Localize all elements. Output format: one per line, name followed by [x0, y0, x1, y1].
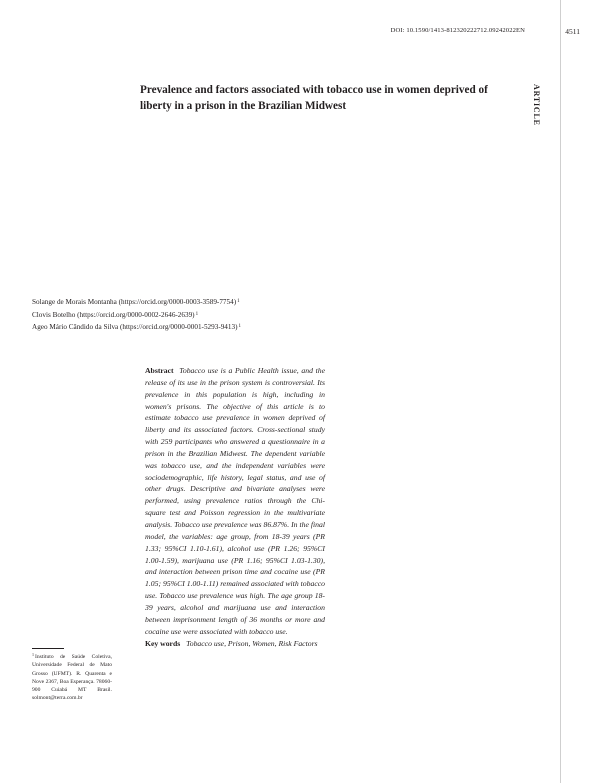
author-name: Clovis Botelho (https://orcid.org/0000-0002-2646-2639) [32, 310, 195, 319]
author-entry [32, 309, 372, 322]
abstract-text: Tobacco use is a Public Health issue, and the release of its use in the prison system is controversial. Its prevalence in this population is high, including in women's prisons. The objective of this article is to estimate tobacco use prevalence in women deprived of liberty and its associated factors. Cross-sectional study with 259 participants who answered a questionnaire in a prison in the Brazilian Midwest. The dependent variable was tobacco use, and the independent variables were sociodemographic, life history, legal status, and use of other drugs. Descriptive and bivariate analyses were performed, using prevalence ratios through the Chi-square test and Poisson regression in the multivariate analysis. Tobacco use prevalence was 86.87%. In the final model, the variables: age group, from 18-39 years (PR 1.33; 95%CI 1.10-1.61), alcohol use (PR 1.26; 95%CI 1.00-1.59), marijuana use (PR 1.16; 95%CI 1.03-1.30), and interaction between prison time and cocaine use (PR 1.05; 95%CI 1.00-1.11) remained associated with tobacco use. Tobacco use prevalence was high. The age group 18-39 years, alcohol and marijuana use and interaction between imprisonment length of 36 months or more and cocaine use were associated with tobacco use. [145, 366, 325, 636]
author-affiliation-marker: 1 [195, 311, 199, 317]
doi-line: DOI: 10.1590/1413-812320222712.09242022EN [390, 27, 525, 34]
footnote-rule [32, 648, 64, 649]
author-affiliation-marker: 1 [238, 324, 241, 330]
affiliation-footnote [32, 651, 112, 703]
author-name: Solange de Morais Montanha (https://orcid.org/0000-0003-3589-7754) [32, 298, 237, 306]
abstract-block [145, 365, 325, 649]
author-entry [32, 296, 372, 309]
author-entry [32, 321, 372, 334]
page-number: 4511 [565, 27, 580, 36]
abstract-label: Abstract [145, 366, 174, 375]
footnote-marker: 1 [32, 652, 34, 657]
keywords-label: Key words [145, 639, 181, 649]
author-list [32, 296, 372, 334]
section-divider [560, 0, 561, 783]
keywords-block [145, 638, 325, 649]
author-name: Ageo Mário Cândido da Silva (https://orcid.org/0000-0001-5293-9413) [32, 323, 238, 332]
author-affiliation-marker: 1 [237, 299, 240, 304]
section-label: ARTICLE [532, 84, 541, 126]
footnote-text: Instituto de Saúde Coletiva, Universidade Federal de Mato Grosso (UFMT). R. Quarenta e Nove 2367, Boa Esperança. 78060-900 Cuiabá MT Brasil. solmont@terra.com.br [32, 654, 112, 702]
keywords-text: Tobacco use, Prison, Women, Risk Factors [186, 639, 318, 649]
article-title: Prevalence and factors associated with tobacco use in women deprived of liberty in a prison in the Brazilian Midwest [140, 84, 488, 112]
